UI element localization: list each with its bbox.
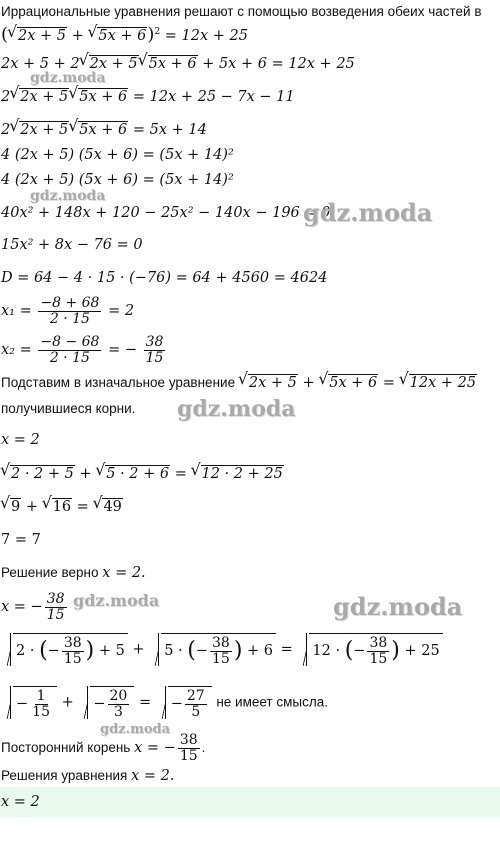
solutions-text: Решения уравнения — [1, 768, 128, 783]
watermark: gdz.moda — [73, 591, 160, 610]
check-intro: Подставим в изначальное уравнение √ 2x + 5 + √ 5x + 6 = √ 12x + 25 — [1, 374, 477, 391]
equation-8: 15x² + 8x − 76 = 0 — [1, 237, 143, 253]
verdict-1-text: Решение верно — [1, 565, 99, 580]
root-x1-num: −8 + 68 — [40, 295, 100, 311]
check-equation-neg-2: − $\frac{1}{15}$ + − $\frac{20}{3}$ = − $\frac{27}{5}$ не имеет смысла. — [1, 686, 328, 719]
equation-5: 4 (2x + 5) (5x + 6) = (5x + 14)² — [1, 147, 234, 163]
check-intro-2: получившиеся корни. — [1, 401, 136, 416]
root-x1-label: x₁ = — [1, 303, 32, 320]
root-x2-den: 2 · 15 — [49, 349, 90, 366]
xneg-label: x = − — [1, 599, 43, 616]
equation-4: 2√ 2x + 5√ 5x + 6 = 5x + 14 — [1, 121, 207, 138]
root-x2 — [1, 335, 167, 365]
extraneous-root: Посторонний корень x = − $\frac{38}{15}$ . — [1, 732, 206, 764]
root-x1-den: 2 · 15 — [49, 310, 90, 327]
watermark: gdz.moda — [30, 70, 106, 86]
check-equation-1: √ 2 · 2 + 5 + √ 5 · 2 + 6 = √ 12 · 2 + 25 — [1, 465, 284, 482]
verdict-1-math: x = 2. — [102, 565, 146, 581]
watermark: gdz.moda — [100, 722, 171, 737]
answer-box — [0, 787, 500, 817]
root-x2-num: −8 − 68 — [40, 334, 100, 350]
watermark: gdz.moda — [177, 396, 296, 422]
equation-7: 40x² + 148x + 120 − 25x² − 140x − 196 = 0 — [1, 205, 331, 221]
neg-text: не имеет смысла. — [216, 694, 328, 710]
check-equation-3: 7 = 7 — [1, 532, 41, 548]
extraneous-text: Посторонний корень — [1, 739, 131, 755]
root-x1-result: = 2 — [108, 303, 135, 320]
root-x2-result-fraction — [144, 335, 166, 365]
substitute-x2: x = 2 — [1, 432, 40, 448]
root-x2-rden: 15 — [145, 349, 164, 366]
equation-6: 4 (2x + 5) (5x + 6) = (5x + 14)² — [1, 172, 234, 188]
watermark: gdz.moda — [30, 188, 106, 204]
watermark: gdz.moda — [333, 592, 463, 621]
root-x2-rnum: 38 — [145, 334, 164, 350]
substitute-xneg: x = − $\frac{38}{15}$ — [1, 591, 65, 623]
equation-3-right: = 12x + 25 − 7x − 11 — [128, 89, 295, 105]
check-equation-neg-1: 2 · (− $\frac{38}{15}$ ) + 5 + 5 · (− $\frac{38}{15}$ ) + 6 = 12 · (− $\frac{38}{15}$ ) + 25 — [1, 633, 443, 666]
solutions-line — [1, 769, 175, 784]
equation-4-right: = 5x + 14 — [128, 122, 207, 138]
verdict-1 — [1, 566, 146, 581]
extraneous-math: x = − — [134, 739, 176, 756]
root-x2-fraction — [38, 335, 101, 365]
check-intro-text: Подставим в изначальное уравнение — [1, 375, 236, 390]
check-equation-2: √ 9 + √ 16 = √ 49 — [1, 498, 123, 515]
solutions-math: x = 2. — [131, 768, 175, 784]
answer: x = 2 — [1, 794, 40, 810]
root-x2-mid: = − — [108, 342, 137, 359]
watermark: gdz.moda — [303, 198, 433, 227]
equation-1-right: = 12x + 25 — [160, 28, 248, 44]
root-x1 — [1, 296, 134, 326]
equation-3: 2√ 2x + 5√ 5x + 6 = 12x + 25 − 7x − 11 — [1, 88, 295, 105]
root-x2-label: x₂ = — [1, 342, 32, 359]
root-x1-fraction — [38, 296, 101, 326]
equation-9: D = 64 − 4 · 15 · (−76) = 64 + 4560 = 4624 — [1, 270, 328, 286]
equation-2: 2x + 5 + 2√ 2x + 5√ 5x + 6 + 5x + 6 = 12x + 25 — [1, 55, 355, 72]
intro-text: Иррациональные уравнения решают с помощью возведения обеих частей в — [1, 4, 482, 19]
equation-1: (√ 2x + 5 + √ 5x + 6)$^2$ = 12x + 25 — [1, 26, 248, 44]
